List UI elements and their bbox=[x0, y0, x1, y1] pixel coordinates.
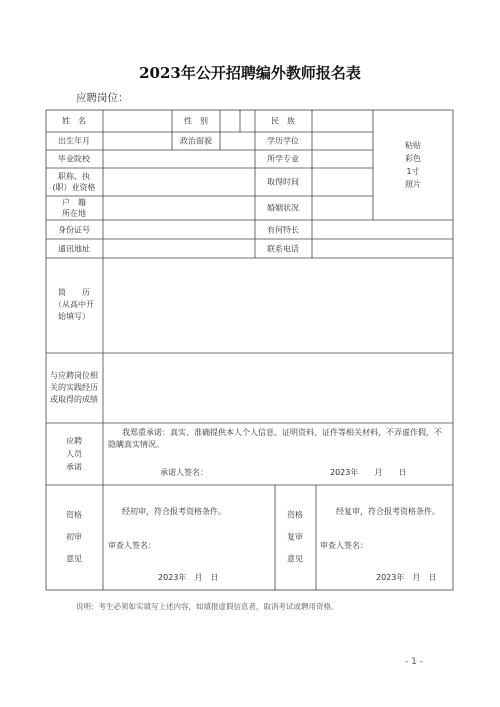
label-obtain-time: 取得时间 bbox=[267, 177, 299, 187]
page-number: - 1 - bbox=[405, 657, 423, 667]
first-review-signature: 审查人签名： bbox=[108, 541, 156, 550]
label-qualification: 职称、执 (职）业资格 bbox=[52, 172, 96, 192]
first-review-text: 经初审，符合报考资格条件。 bbox=[122, 507, 226, 516]
form-title: 2023年公开招聘编外教师报名表 bbox=[139, 64, 361, 82]
label-degree: 学历学位 bbox=[267, 136, 299, 146]
label-birth: 出生年月 bbox=[58, 136, 90, 146]
label-resume: 简 历 （从高中开 始填写） bbox=[54, 288, 94, 321]
label-ethnicity: 民 族 bbox=[271, 116, 295, 126]
label-specialty: 有何特长 bbox=[267, 225, 299, 235]
second-review-signature: 审查人签名： bbox=[320, 541, 368, 550]
photo-placeholder: 粘贴 彩色 1寸 照片 bbox=[405, 141, 421, 189]
label-politics: 政治面貌 bbox=[180, 136, 212, 146]
pledge-date: 2023年 月 日 bbox=[330, 468, 407, 477]
label-gender: 性 别 bbox=[184, 116, 208, 126]
pledge-text: 我郑重承诺：真实、准确提供本人个人信息、证明资料、证件等相关材料，不弄虚作假，不隐瞒真实情况。 bbox=[108, 428, 442, 449]
label-phone: 联系电话 bbox=[267, 244, 299, 254]
first-review-date: 2023年 月 日 bbox=[158, 573, 219, 582]
footer-note: 说明：考生必须如实填写上述内容，如填报虚假信息者，取消考试或聘用资格。 bbox=[76, 602, 339, 611]
label-id-number: 身份证号 bbox=[58, 225, 90, 235]
label-major: 所学专业 bbox=[267, 154, 299, 164]
label-first-review: 资格 初审 意见 bbox=[66, 510, 82, 564]
label-address: 通讯地址 bbox=[58, 244, 90, 254]
label-marital: 婚姻状况 bbox=[267, 203, 299, 213]
second-review-date: 2023年 月 日 bbox=[376, 573, 437, 582]
label-school: 毕业院校 bbox=[58, 154, 90, 164]
second-review-text: 经复审，符合报考资格条件。 bbox=[336, 507, 440, 516]
label-name: 姓 名 bbox=[62, 116, 86, 126]
label-second-review: 资格 复审 意见 bbox=[287, 510, 303, 564]
label-pledge: 应聘 人员 承诺 bbox=[66, 436, 82, 472]
applied-position-label: 应聘岗位： bbox=[76, 92, 129, 104]
label-experience: 与应聘岗位相 关的实践经历 或取得的成绩 bbox=[50, 371, 98, 404]
label-household: 户 籍 所在地 bbox=[62, 198, 86, 218]
pledge-signature: 承诺人签名： bbox=[160, 468, 208, 477]
